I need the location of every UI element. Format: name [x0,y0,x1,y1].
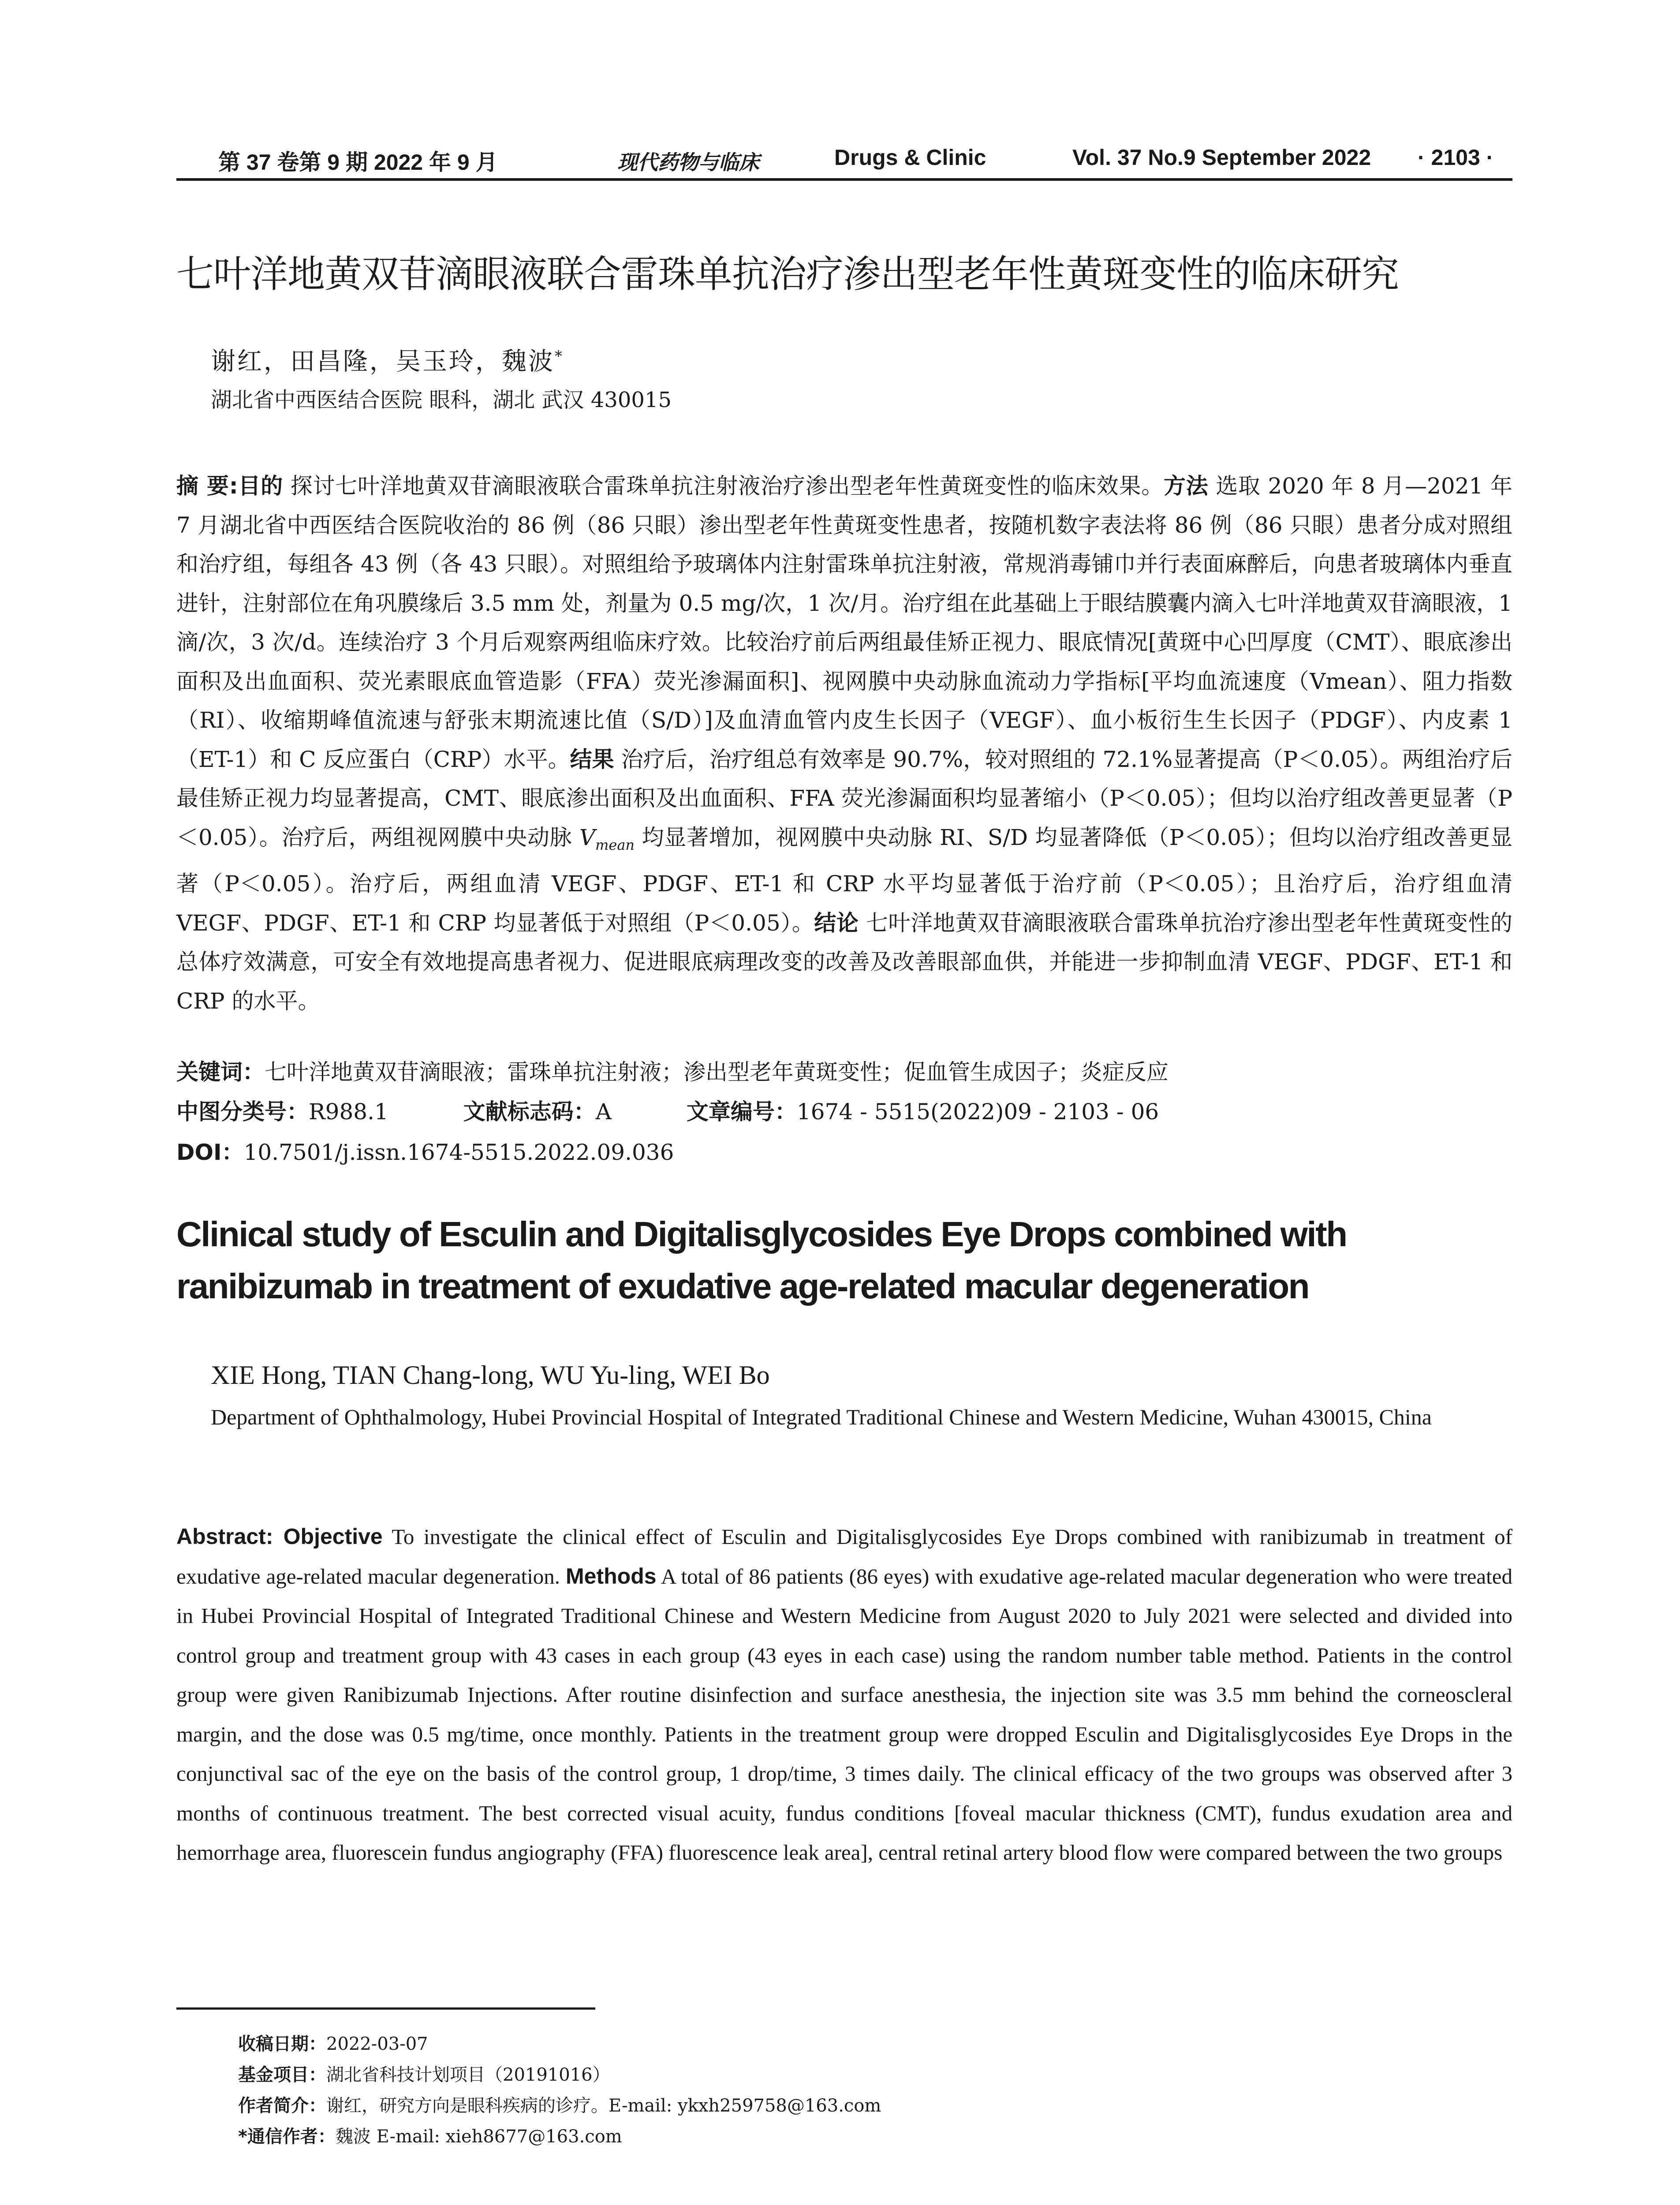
doc-code-label: 文献标志码： [463,1099,596,1125]
footnote-funding: 基金项目：湖北省科技计划项目（20191016） [238,2065,610,2085]
methods-en-text: A total of 86 patients (86 eyes) with exudative age-related macular degeneration who were treated in Hubei Provincial Hospital of Integrated Traditional Chinese and Western Medicine from August 2020 to July 2021 were selected and divided into control group and treatment group with 43 cases in each group (43 eyes in each case) using the random number table method. Patients in the control group were given Ranibizumab Injections. After routine disinfection and surface anesthesia, the injection site was 3.5 mm behind the corneoscleral margin, and the dose was 0.5 mg/time, once monthly. Patients in the treatment group were dropped Esculin and Digitalisglycosides Eye Drops in the conjunctival sac of the eye on the basis of the control group, 1 drop/time, 3 times daily. The clinical efficacy of the two groups was observed after 3 months of continuous treatment. The best corrected visual acuity, fundus conditions [foveal macular thickness (CMT), fundus exudation area and hemorrhage area, fluorescein fundus angiography (FFA) fluorescence leak area], central retinal artery blood flow were compared between the two groups [176,1564,1512,1865]
conclusion-cn-text: 七叶洋地黄双苷滴眼液联合雷珠单抗治疗渗出型老年性黄斑变性的总体疗效满意，可安全有效地提高患者视力、促进眼底病理改变的改善及改善眼部血供，并能进一步抑制血清 VEGF、PDGF、ET-1 和 CRP 的水平。 [176,910,1512,1014]
doi-line [176,1137,674,1168]
abstract-en-label: Abstract: Objective [176,1524,383,1549]
header-journal-cn: 现代药物与临床 [617,150,759,174]
footnote-corresponding: *通信作者：魏波 E-mail: xieh8677@163.com [238,2127,622,2147]
vmean-symbol: $V_{mean}$ [579,824,635,853]
results-cn-label: 结果 [570,746,614,772]
results-cn-text-2: 均显著增加，视网膜中央动脉 RI、S/D 均显著降低（P＜0.05）；但均以治疗组改善更显著（P＜0.05）。治疗后，两组血清 VEGF、PDGF、ET-1 和 CRP 水平均显著低于治疗前（P＜0.05）；且治疗后，治疗组血清 VEGF、PDGF、ET-1 和 CRP 均显著低于对照组（P＜0.05）。 [176,824,1512,936]
affiliation-en: Department of Ophthalmology, Hubei Provincial Hospital of Integrated Traditional Chinese and Western Medicine, Wuhan 430015, China [211,1405,1432,1429]
header-volume-en: Vol. 37 No.9 September 2022 [1072,145,1371,170]
abstract-cn-label: 摘 要: [176,473,238,499]
conclusion-cn-label: 结论 [814,910,859,936]
methods-en-label: Methods [566,1563,657,1588]
header-page-number: · 2103 · [1418,145,1494,170]
footnote-author-bio: 作者简介：谢红，研究方向是眼科疾病的诊疗。E-mail: ykxh259758@163.com [238,2096,881,2116]
methods-cn-text: 选取 2020 年 8 月—2021 年 7 月湖北省中西医结合医院收治的 86 例（86 只眼）渗出型老年性黄斑变性患者，按随机数字表法将 86 例（86 只眼）患者分成对照组和治疗组，每组各 43 例（各 43 只眼）。对照组给予玻璃体内注射雷珠单抗注射液，常规消毒铺巾并行表面麻醉后，向患者玻璃体内垂直进针，注射部位在角巩膜缘后 3.5 mm 处，剂量为 0.5 mg/次，1 次/月。治疗组在此基础上于眼结膜囊内滴入七叶洋地黄双苷滴眼液，1 滴/次，3 次/d。连续治疗 3 个月后观察两组临床疗效。比较治疗前后两组最佳矫正视力、眼底情况[黄斑中心凹厚度（CMT）、眼底渗出面积及出血面积、荧光素眼底血管造影（FFA）荧光渗漏面积]、视网膜中央动脉血流动力学指标[平均血流速度（Vmean）、阻力指数（RI）、收缩期峰值流速与舒张末期流速比值（S/D）]及血清血管内皮生长因子（VEGF）、血小板衍生生长因子（PDGF）、内皮素 1（ET-1）和 C 反应蛋白（CRP）水平。 [176,473,1513,772]
objective-cn-text: 探讨七叶洋地黄双苷滴眼液联合雷珠单抗注射液治疗渗出型老年性黄斑变性的临床效果。 [283,473,1164,499]
authors-cn [211,339,564,380]
authors-en: XIE Hong, TIAN Chang-long, WU Yu-ling, WEI Bo [211,1360,770,1390]
footnote-rule [176,2007,595,2010]
header-issue-cn: 第 37 卷第 9 期 2022 年 9 月 [218,150,498,175]
article-number-label: 文章编号： [686,1099,797,1125]
title-cn: 七叶洋地黄双苷滴眼液联合雷珠单抗治疗渗出型老年性黄斑变性的临床研究 [176,253,1399,296]
clc-value: R988.1 [309,1099,388,1125]
clc-label: 中图分类号： [176,1099,309,1125]
doi-value: 10.7501/j.issn.1674-5515.2022.09.036 [243,1140,674,1165]
footnote-received: 收稿日期：2022-03-07 [238,2034,428,2054]
objective-cn-label: 目的 [238,473,284,499]
title-en: Clinical study of Esculin and Digitalisglycosides Eye Drops combined with ranibizumab in treatment of exudative age-related macular degeneration [176,1215,1347,1306]
keywords-cn [176,1057,1169,1088]
article-number-value: 1674 - 5515(2022)09 - 2103 - 06 [796,1099,1159,1125]
classification-line [176,1096,1159,1127]
corresponding-mark: * [555,348,564,365]
footnotes [238,2029,881,2152]
abstract-cn [176,467,1512,1020]
doc-code-value: A [595,1099,612,1125]
affiliation-cn: 湖北省中西医结合医院 眼科，湖北 武汉 430015 [211,388,672,412]
keywords-cn-label: 关键词： [176,1059,265,1085]
methods-cn-label: 方法 [1164,473,1209,499]
results-cn-text: 治疗后，治疗组总有效率是 90.7%，较对照组的 72.1%显著提高（P＜0.05）。两组治疗后最佳矫正视力均显著提高，CMT、眼底渗出面积及出血面积、FFA 荧光渗漏面积均显著缩小（P＜0.05）；但均以治疗组改善更显著（P＜0.05）。治疗后，两组视网膜中央动脉 [176,746,1513,850]
authors-cn-names: 谢红，田昌隆，吴玉玲，魏波 [211,347,555,376]
objective-en-text: To investigate the clinical effect of Esculin and Digitalisglycosides Eye Drops combined with ranibizumab in treatment of exudative age-related macular degeneration. [176,1525,1512,1588]
header-rule [176,178,1512,181]
abstract-en [176,1517,1512,1872]
running-header [176,140,1512,181]
keywords-cn-text: 七叶洋地黄双苷滴眼液；雷珠单抗注射液；渗出型老年黄斑变性；促血管生成因子；炎症反应 [265,1059,1169,1085]
doi-label: DOI： [176,1140,244,1165]
header-journal-en: Drugs & Clinic [834,145,986,170]
